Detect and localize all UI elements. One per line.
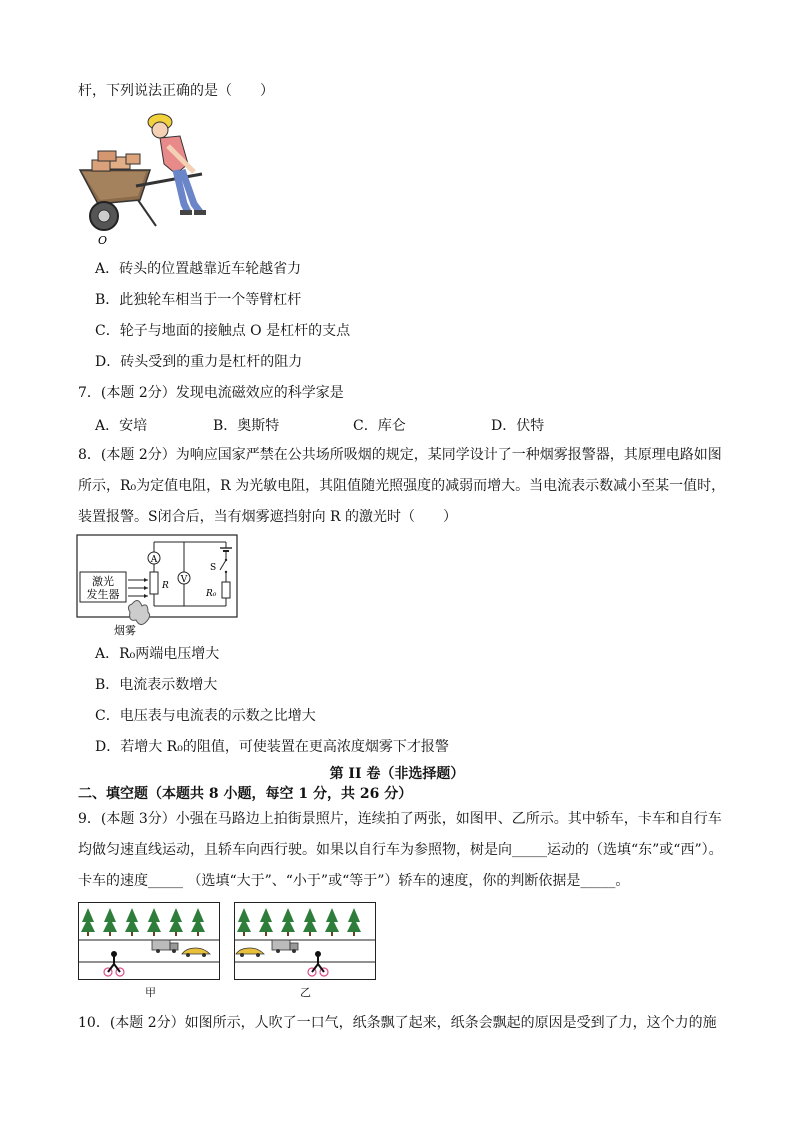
q8-stem-line-3: 装置报警。S闭合后，当有烟雾遮挡射向 R 的激光时（ ）: [78, 509, 458, 525]
q8-option-d: D．若增大 R₀的阻值，可使装置在更高浓度烟雾下才报警: [95, 739, 449, 755]
q7-option-c: C．库仑: [353, 418, 406, 434]
caption-yi: 乙: [300, 986, 311, 999]
q10-stem: 10．(本题 2分）如图所示，人吹了一口气，纸条飘了起来，纸条会飘起的原因是受到了力，这个力的施: [78, 1015, 717, 1031]
q7-option-d: D．伏特: [491, 418, 545, 434]
q6-option-c: C．轮子与地面的接触点 O 是杠杆的支点: [95, 323, 351, 339]
q7-stem: 7．(本题 2分）发现电流磁效应的科学家是: [78, 385, 344, 401]
q6-stem-tail: 杆，下列说法正确的是（ ）: [78, 83, 274, 99]
laser-label-2: 发生器: [86, 588, 120, 601]
caption-jia: 甲: [145, 986, 156, 999]
q9-line-3: 卡车的速度_____ （选填“大于”、“小于”或“等于”）轿车的速度，你的判断依据是_____。: [78, 873, 630, 889]
q7-option-b: B．奥斯特: [213, 418, 280, 434]
street-photo-jia: [78, 902, 220, 980]
street-photo-yi: [234, 902, 376, 980]
q8-stem-line-1: 8．(本题 2分）为响应国家严禁在公共场所吸烟的规定，某同学设计了一种烟雾报警器，其原理电路如图: [78, 447, 722, 463]
ammeter-label: A: [150, 555, 158, 565]
q8-stem-line-2: 所示，R₀为定值电阻，R 为光敏电阻，其阻值随光照强度的减弱而增大。当电流表示数减小至某一值时，: [78, 478, 726, 494]
q8-option-c: C．电压表与电流表的示数之比增大: [95, 708, 316, 724]
q9-line-2: 均做匀速直线运动，且轿车向西行驶。如果以自行车为参照物，树是向_____运动的（选填“东”或“西”）。: [78, 842, 723, 858]
q6-option-b: B．此独轮车相当于一个等臂杠杆: [95, 292, 302, 308]
laser-label-1: 激光: [92, 575, 114, 588]
pivot-label: O: [98, 234, 108, 247]
part2-section-heading: 二、填空题（本题共 8 小题，每空 1 分，共 26 分）: [78, 786, 413, 802]
q7-option-a: A．安培: [95, 418, 148, 434]
smoke-alarm-circuit-figure: [76, 534, 238, 638]
voltmeter-label: V: [180, 575, 188, 585]
resistor-label: R: [162, 581, 169, 591]
part2-title: 第 II 卷（非选择题）: [329, 766, 465, 782]
fixed-resistor-label: R₀: [206, 589, 217, 599]
q6-option-d: D．砖头受到的重力是杠杆的阻力: [95, 354, 303, 370]
q8-option-b: B．电流表示数增大: [95, 677, 218, 693]
q9-line-1: 9．(本题 3分）小强在马路边上拍街景照片，连续拍了两张，如图甲、乙所示。其中轿车，卡车和自行车: [78, 811, 722, 827]
q7-options: [95, 415, 615, 433]
q6-option-a: A．砖头的位置越靠近车轮越省力: [95, 261, 302, 277]
wheelbarrow-figure: [76, 108, 216, 248]
smoke-label: 烟雾: [114, 624, 136, 637]
q8-option-a: A．R₀两端电压增大: [95, 646, 220, 662]
switch-label: S: [210, 563, 217, 573]
